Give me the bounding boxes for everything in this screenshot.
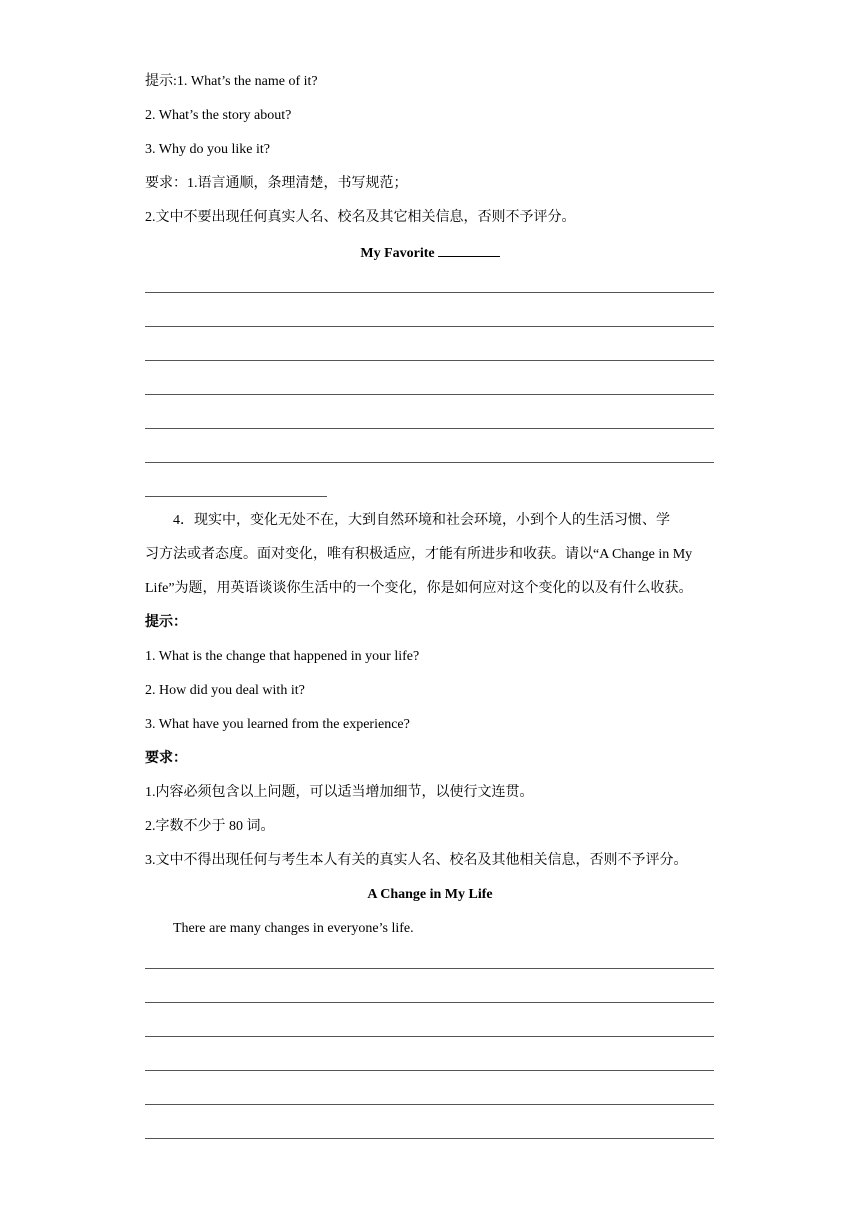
- writing-line: [145, 968, 714, 969]
- section3-essay-title-text: My Favorite: [360, 246, 435, 261]
- section4-hint-heading: 提示：: [145, 615, 187, 630]
- writing-line: [145, 1002, 714, 1003]
- section4-prompt-line-2: 习方法或者态度。面对变化，唯有积极适应，才能有所进步和收获。请以“A Change in My: [145, 547, 693, 562]
- section3-essay-title: [145, 242, 715, 264]
- writing-line: [145, 1036, 714, 1037]
- section4-hint-line-1: 1. What is the change that happened in your life?: [145, 649, 420, 664]
- section4-requirement-line-1: 1.内容必须包含以上问题，可以适当增加细节，以使行文连贯。: [145, 785, 534, 800]
- writing-line: [145, 326, 714, 327]
- writing-line: [145, 360, 714, 361]
- title-blank: [438, 242, 500, 257]
- section3-requirement-line-1: 要求：1.语言通顺，条理清楚，书写规范；: [145, 176, 408, 191]
- writing-line: [145, 1070, 714, 1071]
- writing-line: [145, 1138, 714, 1139]
- section3-requirement-line-2: 2.文中不要出现任何真实人名、校名及其它相关信息，否则不予评分。: [145, 210, 576, 225]
- section3-hint-line-1: 提示:1. What’s the name of it?: [145, 74, 318, 89]
- writing-line-short: [145, 496, 327, 497]
- section4-prompt-line-1: 4．现实中，变化无处不在，大到自然环境和社会环境，小到个人的生活习惯、学: [173, 513, 670, 528]
- writing-line: [145, 292, 714, 293]
- section4-essay-start: There are many changes in everyone’s life.: [173, 921, 414, 936]
- section4-prompt-line-3: Life”为题，用英语谈谈你生活中的一个变化，你是如何应对这个变化的以及有什么收获。: [145, 581, 693, 596]
- writing-line: [145, 1104, 714, 1105]
- section4-hint-line-2: 2. How did you deal with it?: [145, 683, 305, 698]
- section4-requirement-line-3: 3.文中不得出现任何与考生本人有关的真实人名、校名及其他相关信息，否则不予评分。: [145, 853, 688, 868]
- writing-line: [145, 394, 714, 395]
- writing-line: [145, 462, 714, 463]
- section4-requirement-heading: 要求：: [145, 751, 187, 766]
- writing-line: [145, 428, 714, 429]
- section4-requirement-line-2: 2.字数不少于 80 词。: [145, 819, 275, 834]
- section4-hint-line-3: 3. What have you learned from the experience?: [145, 717, 410, 732]
- section3-hint-line-3: 3. Why do you like it?: [145, 142, 270, 157]
- section4-essay-title: A Change in My Life: [367, 887, 493, 902]
- section3-hint-line-2: 2. What’s the story about?: [145, 108, 292, 123]
